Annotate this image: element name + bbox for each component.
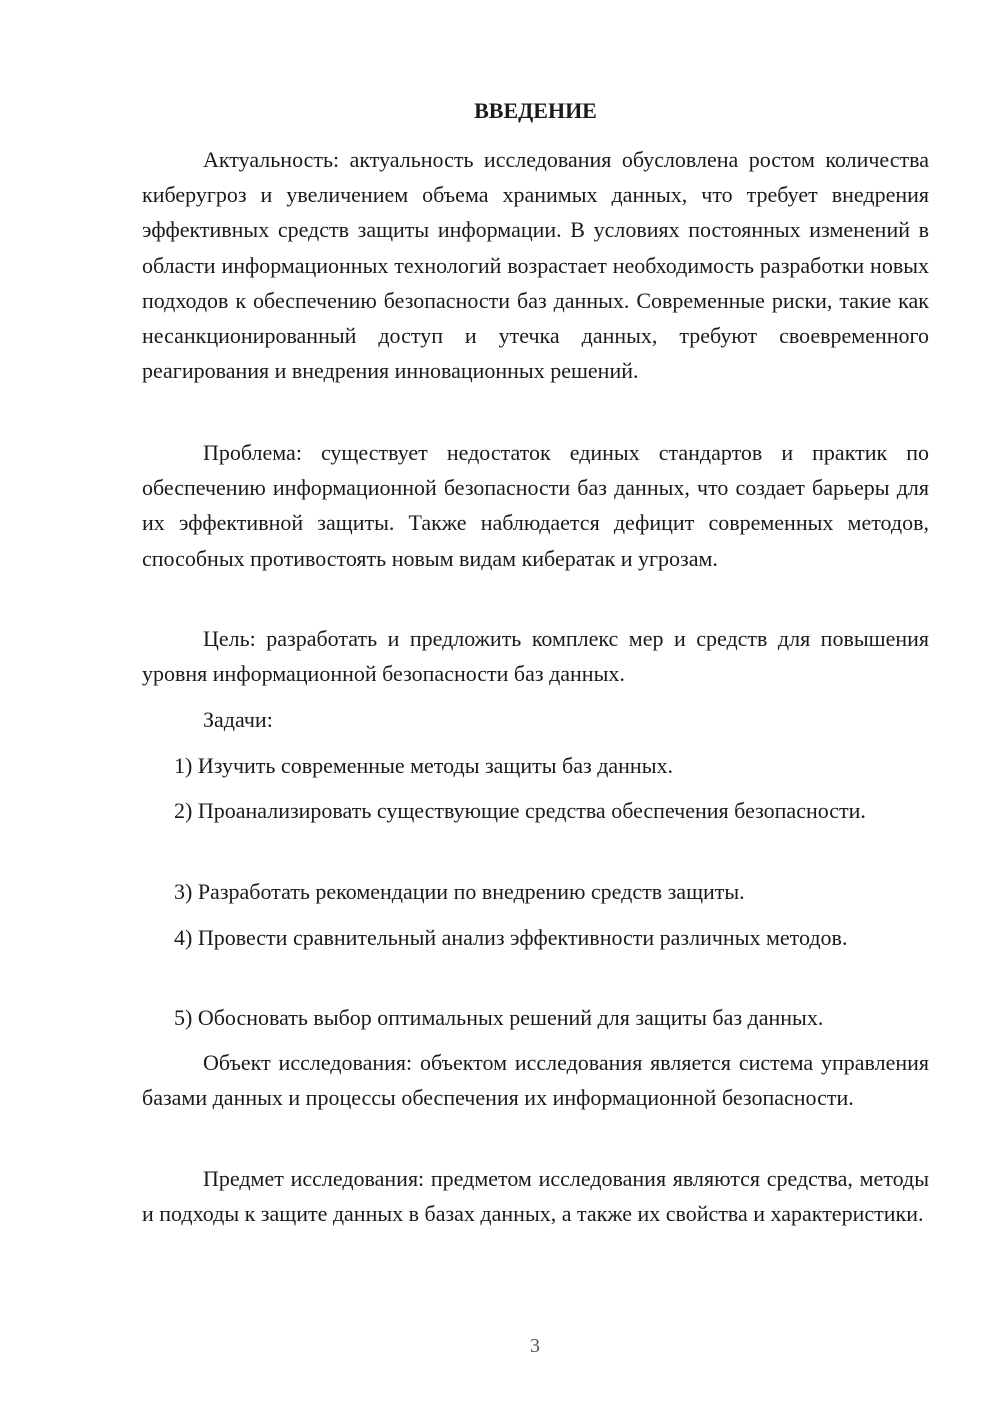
paragraph-problem: Проблема: существует недостаток единых стандартов и практик по обеспечению информационной безопасности баз данных, что создает барьеры для их эффективной защиты. Также наблюдается дефицит современных методов, способных противостоять новым видам кибератак и угрозам. — [142, 440, 929, 571]
task-item-4: 4) Провести сравнительный анализ эффективности различных методов. — [174, 925, 848, 950]
task-item-3: 3) Разработать рекомендации по внедрению средств защиты. — [174, 879, 745, 904]
paragraph-relevance: Актуальность: актуальность исследования обусловлена ростом количества киберугроз и увеличением объема хранимых данных, что требует внедрения эффективных средств защиты информации. В условиях постоянных изменений в области информационных технологий возрастает необходимость разработки новых подходов к обеспечению безопасности баз данных. Современные риски, такие как несанкционированный доступ и утечка данных, требуют своевременного реагирования и внедрения инновационных решений. — [142, 147, 929, 384]
paragraph-goal: Цель: разработать и предложить комплекс мер и средств для повышения уровня информационной безопасности баз данных. — [142, 626, 929, 687]
section-heading: ВВЕДЕНИЕ — [474, 98, 597, 123]
paragraph-object: Объект исследования: объектом исследования является система управления базами данных и процессы обеспечения их информационной безопасности. — [142, 1050, 929, 1111]
task-item-5: 5) Обосновать выбор оптимальных решений для защиты баз данных. — [174, 1005, 824, 1030]
paragraph-subject: Предмет исследования: предметом исследования являются средства, методы и подходы к защите данных в базах данных, а также их свойства и характеристики. — [142, 1166, 929, 1227]
page-number: 3 — [530, 1335, 540, 1357]
tasks-label: Задачи: — [203, 707, 273, 732]
task-item-1: 1) Изучить современные методы защиты баз данных. — [174, 753, 673, 778]
task-item-2: 2) Проанализировать существующие средства обеспечения безопасности. — [174, 798, 866, 823]
